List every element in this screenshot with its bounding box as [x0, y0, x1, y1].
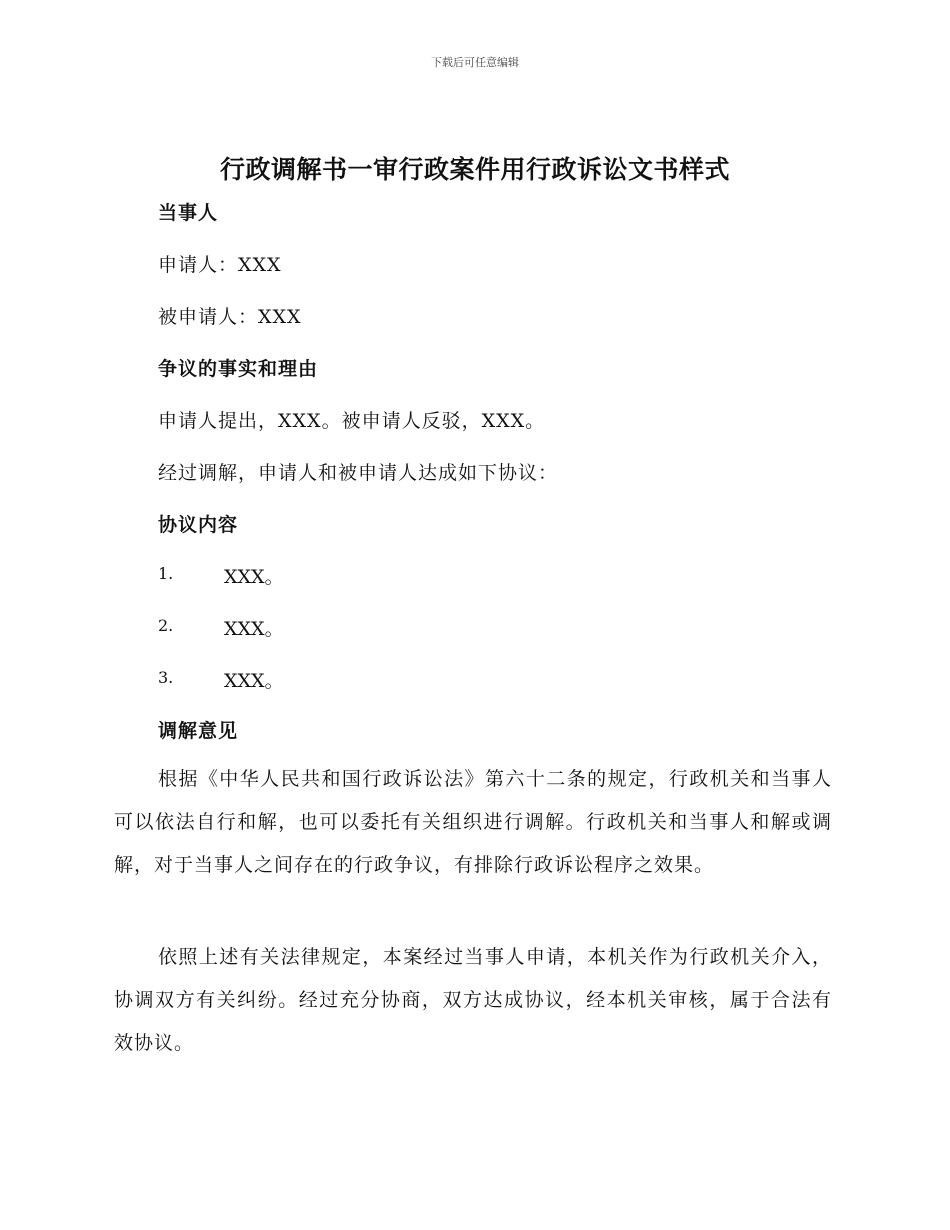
dispute-statement: 申请人提出，XXX。被申请人反驳，XXX。 [158, 410, 546, 432]
dispute-heading: 争议的事实和理由 [158, 358, 319, 380]
agreement-heading: 协议内容 [158, 514, 239, 536]
agreement-item-number: 1. [158, 564, 174, 583]
document-title: 行政调解书一审行政案件用行政诉讼文书样式 [219, 155, 730, 184]
applicant-line: 申请人：XXX [158, 254, 282, 276]
respondent-line: 被申请人：XXX [158, 306, 302, 328]
page-header-note: 下载后可任意编辑 [431, 56, 519, 69]
agreement-item-text: XXX。 [224, 670, 284, 692]
opinion-paragraph-1: 根据《中华人民共和国行政诉讼法》第六十二条的规定，行政机关和当事人可以依法自行和解，也可以委托有关组织进行调解。行政机关和当事人和解或调解，对于当事人之间存在的行政争议，有排除行政诉讼程序之效果。 [114, 768, 832, 876]
agreement-item-number: 3. [158, 668, 174, 687]
mediation-statement: 经过调解，申请人和被申请人达成如下协议： [158, 462, 559, 484]
agreement-item-text: XXX。 [224, 566, 284, 588]
opinion-heading: 调解意见 [158, 720, 239, 742]
agreement-item-text: XXX。 [224, 618, 284, 640]
agreement-item-number: 2. [158, 616, 174, 635]
opinion-paragraph-2: 依照上述有关法律规定，本案经过当事人申请，本机关作为行政机关介入，协调双方有关纠纷。经过充分协商，双方达成协议，经本机关审核，属于合法有效协议。 [114, 946, 832, 1054]
parties-heading: 当事人 [158, 202, 219, 224]
